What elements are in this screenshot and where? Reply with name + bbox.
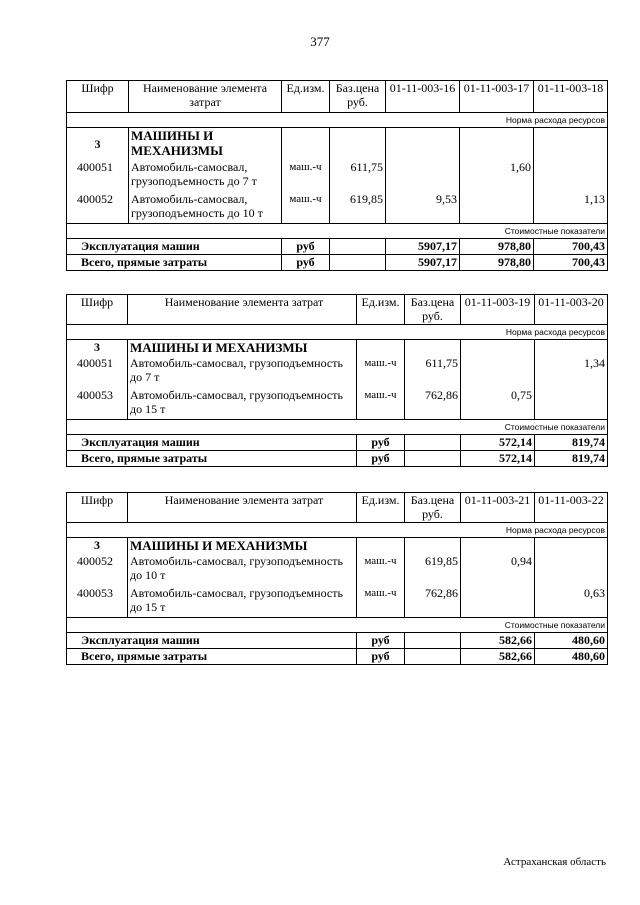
item-value — [535, 388, 608, 420]
total-value: 5907,17 — [386, 239, 460, 255]
header-col: 01-11-003-22 — [535, 493, 608, 523]
header-col: 01-11-003-17 — [460, 81, 534, 113]
header-col: 01-11-003-16 — [386, 81, 460, 113]
group-code: 3 — [67, 128, 129, 160]
total-value: 978,80 — [460, 255, 534, 271]
resource-table-3 — [66, 492, 608, 665]
item-price: 611,75 — [405, 356, 461, 388]
table-row — [67, 160, 608, 192]
header-unit: Ед.изм. — [282, 81, 330, 113]
group-name: МАШИНЫ И МЕХАНИЗМЫ — [128, 538, 357, 554]
total-value: 572,14 — [461, 435, 535, 451]
item-price: 619,85 — [405, 554, 461, 586]
footer-region: Астраханская область — [503, 856, 606, 868]
total-label: Эксплуатация машин — [67, 633, 357, 649]
total-value: 5907,17 — [386, 255, 460, 271]
group-code: 3 — [67, 340, 128, 356]
total-label: Всего, прямые затраты — [67, 649, 357, 665]
table-row — [67, 356, 608, 388]
header-col: 01-11-003-21 — [461, 493, 535, 523]
group-name: МАШИНЫ И МЕХАНИЗМЫ — [128, 340, 357, 356]
table-row — [67, 554, 608, 586]
total-value: 582,66 — [461, 633, 535, 649]
item-name: Автомобиль-самосвал, грузоподъемность до 15 т — [128, 586, 357, 618]
item-code: 400052 — [67, 192, 129, 224]
norm-label: Норма расхода ресурсов — [67, 325, 608, 340]
item-value: 0,94 — [461, 554, 535, 586]
item-unit: маш.-ч — [282, 160, 330, 192]
item-value: 1,60 — [460, 160, 534, 192]
item-name: Автомобиль-самосвал, грузоподъемность до 15 т — [128, 388, 357, 420]
total-unit: руб — [357, 451, 405, 467]
norm-label: Норма расхода ресурсов — [67, 523, 608, 538]
norm-label: Норма расхода ресурсов — [67, 113, 608, 128]
item-value: 1,34 — [535, 356, 608, 388]
header-col: 01-11-003-20 — [535, 295, 608, 325]
total-value: 978,80 — [460, 239, 534, 255]
page-number: 377 — [310, 34, 330, 49]
item-name: Автомобиль-самосвал, грузоподъемность до 10 т — [128, 554, 357, 586]
total-value: 700,43 — [534, 255, 608, 271]
item-price: 762,86 — [405, 586, 461, 618]
total-label: Эксплуатация машин — [67, 239, 282, 255]
header-code: Шифр — [67, 81, 129, 113]
cost-label: Стоимостные показатели — [67, 420, 608, 435]
total-row — [67, 451, 608, 467]
total-unit: руб — [357, 633, 405, 649]
header-code: Шифр — [67, 295, 128, 325]
item-name: Автомобиль-самосвал, грузоподъемность до 7 т — [129, 160, 282, 192]
total-value: 582,66 — [461, 649, 535, 665]
header-name: Наименование элемента затрат — [128, 295, 357, 325]
total-row — [67, 435, 608, 451]
total-value: 700,43 — [534, 239, 608, 255]
cost-label: Стоимостные показатели — [67, 618, 608, 633]
item-value — [386, 160, 460, 192]
total-unit: руб — [357, 649, 405, 665]
total-row — [67, 649, 608, 665]
header-col: 01-11-003-18 — [534, 81, 608, 113]
header-unit: Ед.изм. — [357, 295, 405, 325]
item-value — [460, 192, 534, 224]
total-label: Всего, прямые затраты — [67, 255, 282, 271]
total-row — [67, 239, 608, 255]
total-label: Всего, прямые затраты — [67, 451, 357, 467]
header-price: Баз.цена руб. — [405, 493, 461, 523]
item-name: Автомобиль-самосвал, грузоподъемность до 7 т — [128, 356, 357, 388]
cost-label: Стоимостные показатели — [67, 224, 608, 239]
item-code: 400052 — [67, 554, 128, 586]
item-price: 762,86 — [405, 388, 461, 420]
resource-table-1 — [66, 80, 608, 271]
item-code: 400053 — [67, 388, 128, 420]
item-value: 0,63 — [535, 586, 608, 618]
header-code: Шифр — [67, 493, 128, 523]
total-unit: руб — [357, 435, 405, 451]
table-row — [67, 388, 608, 420]
item-value — [461, 586, 535, 618]
item-value: 1,13 — [534, 192, 608, 224]
item-value — [461, 356, 535, 388]
item-value: 0,75 — [461, 388, 535, 420]
header-name: Наименование элемента затрат — [128, 493, 357, 523]
total-value: 480,60 — [535, 649, 608, 665]
header-unit: Ед.изм. — [357, 493, 405, 523]
total-value: 819,74 — [535, 451, 608, 467]
total-value: 819,74 — [535, 435, 608, 451]
item-value: 9,53 — [386, 192, 460, 224]
table-row — [67, 192, 608, 224]
header-price: Баз.цена руб. — [330, 81, 386, 113]
item-unit: маш.-ч — [282, 192, 330, 224]
total-label: Эксплуатация машин — [67, 435, 357, 451]
total-value: 572,14 — [461, 451, 535, 467]
item-unit: маш.-ч — [357, 388, 405, 420]
group-name: МАШИНЫ И МЕХАНИЗМЫ — [129, 128, 282, 160]
table-row — [67, 586, 608, 618]
item-unit: маш.-ч — [357, 356, 405, 388]
group-code: 3 — [67, 538, 128, 554]
item-code: 400051 — [67, 356, 128, 388]
total-row — [67, 255, 608, 271]
item-value — [535, 554, 608, 586]
resource-table-2 — [66, 294, 608, 467]
total-row — [67, 633, 608, 649]
item-unit: маш.-ч — [357, 554, 405, 586]
item-code: 400051 — [67, 160, 129, 192]
header-col: 01-11-003-19 — [461, 295, 535, 325]
item-code: 400053 — [67, 586, 128, 618]
total-unit: руб — [282, 255, 330, 271]
item-unit: маш.-ч — [357, 586, 405, 618]
header-price: Баз.цена руб. — [405, 295, 461, 325]
total-value: 480,60 — [535, 633, 608, 649]
item-price: 611,75 — [330, 160, 386, 192]
total-unit: руб — [282, 239, 330, 255]
header-name: Наименование элемента затрат — [129, 81, 282, 113]
item-price: 619,85 — [330, 192, 386, 224]
item-name: Автомобиль-самосвал, грузоподъемность до 10 т — [129, 192, 282, 224]
item-value — [534, 160, 608, 192]
